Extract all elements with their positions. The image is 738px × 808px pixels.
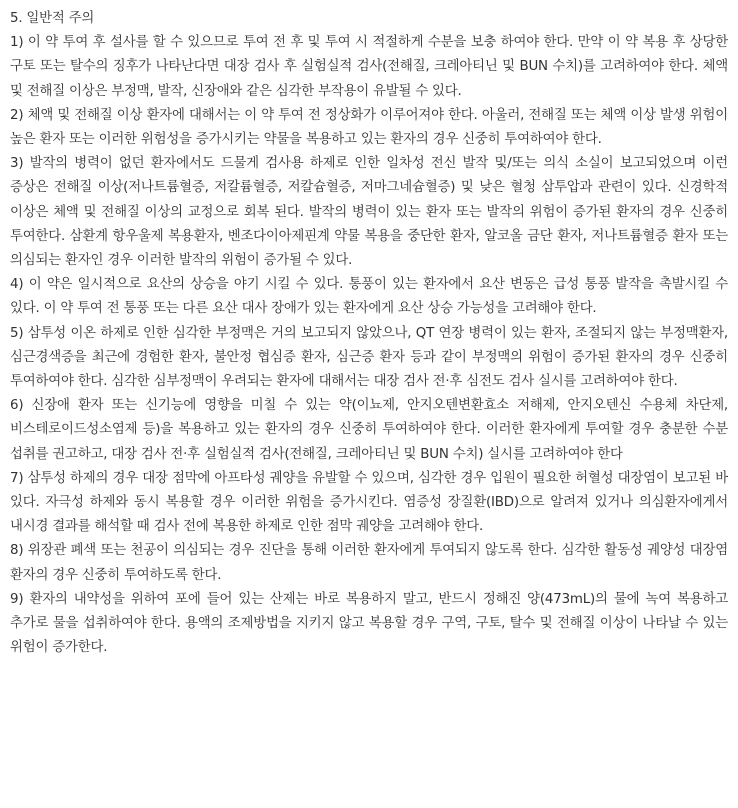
precaution-item-3: 3) 발작의 병력이 없던 환자에서도 드물게 검사용 하제로 인한 일차성 전신 발작 및/또는 의식 소실이 보고되었으며 이런 증상은 전해질 이상(저나트륨혈증, 저칼륨혈증, 저칼슘혈증, 저마그네슘혈증) 및 낮은 혈청 삼투압과 관련이 있다. 신경학적 이상은 체액 및 전해질 이상의 교정으로 회복 된다. 발작의 병력이 있는 환자 또는 발작의 위험이 증가된 환자의 경우 신중히 투여한다. 삼환계 항우울제 복용환자, 벤조다이아제핀계 약물 복용을 중단한 환자, 알코올 금단 환자, 저나트륨혈증 환자 또는 의심되는 환자인 경우 이러한 발작의 위험이 증가될 수 있다. (10, 156, 728, 269)
precaution-item-7: 7) 삼투성 하제의 경우 대장 점막에 아프타성 궤양을 유발할 수 있으며, 심각한 경우 입원이 필요한 허혈성 대장염이 보고된 바 있다. 자극성 하제와 동시 복용할 경우 이러한 위험을 증가시킨다. 염증성 장질환(IBD)으로 알려져 있거나 의심환자에게서 내시경 결과를 해석할 때 검사 전에 복용한 하제로 인한 점막 궤양을 고려해야 한다. (10, 470, 728, 535)
section-title: 5. 일반적 주의 (10, 11, 95, 26)
precaution-item-8: 8) 위장관 폐색 또는 천공이 의심되는 경우 진단을 통해 이러한 환자에게 투여되지 않도록 한다. 심각한 활동성 궤양성 대장염 환자의 경우 신중히 투여하도록 한다. (10, 543, 728, 583)
precaution-item-2: 2) 체액 및 전해질 이상 환자에 대해서는 이 약 투여 전 정상화가 이루어져야 한다. 아울러, 전해질 또는 체액 이상 발생 위험이 높은 환자 또는 이러한 위험성을 증가시키는 약물을 복용하고 있는 환자의 경우 신중히 투여하여야 한다. (10, 107, 728, 148)
precaution-item-4: 4) 이 약은 일시적으로 요산의 상승을 야기 시킬 수 있다. 통풍이 있는 환자에서 요산 변동은 급성 통풍 발작을 촉발시킬 수 있다. 이 약 투여 전 통풍 또는 다른 요산 대사 장애가 있는 환자에게 요산 상승 가능성을 고려해야 한다. (10, 277, 728, 317)
precaution-item-6: 6) 신장애 환자 또는 신기능에 영향을 미칠 수 있는 약(이뇨제, 안지오텐변환효소 저해제, 안지오텐신 수용체 차단제, 비스테로이드성소염제 등)을 복용하고 있는 환자의 경우 신중히 투여하여야 한다. 이러한 환자에게 투여할 경우 충분한 수분 섭취를 권고하고, 대장 검사 전·후 실험실적 검사(전해질, 크레아티닌 및 BUN 수치) 실시를 고려하여야 한다 (10, 398, 728, 462)
precaution-item-1: 1) 이 약 투여 후 설사를 할 수 있으므로 투여 전 후 및 투여 시 적절하게 수분을 보충 하여야 한다. 만약 이 약 복용 후 상당한 구토 또는 탈수의 징후가 나타난다면 대장 검사 후 실험실적 검사(전해질, 크레아티닌 및 BUN 수치)를 고려하여야 한다. 체액 및 전해질 이상은 부정맥, 발작, 신장애와 같은 심각한 부작용이 유발될 수 있다. (10, 35, 728, 99)
precaution-item-5: 5) 삼투성 이온 하제로 인한 심각한 부정맥은 거의 보고되지 않았으나, QT 연장 병력이 있는 환자, 조절되지 않는 부정맥환자, 심근경색증을 최근에 경험한 환자, 불안정 협심증 환자, 심근증 환자 등과 같이 부정맥의 위험이 증가된 환자의 경우 신중히 투여하여야 한다. 심각한 심부정맥이 우려되는 환자에 대해서는 대장 검사 전·후 심전도 검사 실시를 고려하여야 한다. (10, 325, 728, 390)
precaution-item-9: 9) 환자의 내약성을 위하여 포에 들어 있는 산제는 바로 복용하지 말고, 반드시 정해진 양(473mL)의 물에 녹여 복용하고 추가로 물을 섭취하여야 한다. 용액의 조제방법을 지키지 않고 복용할 경우 구역, 구토, 탈수 및 전해질 이상이 나타날 수 있는 위험이 증가한다. (10, 591, 728, 656)
